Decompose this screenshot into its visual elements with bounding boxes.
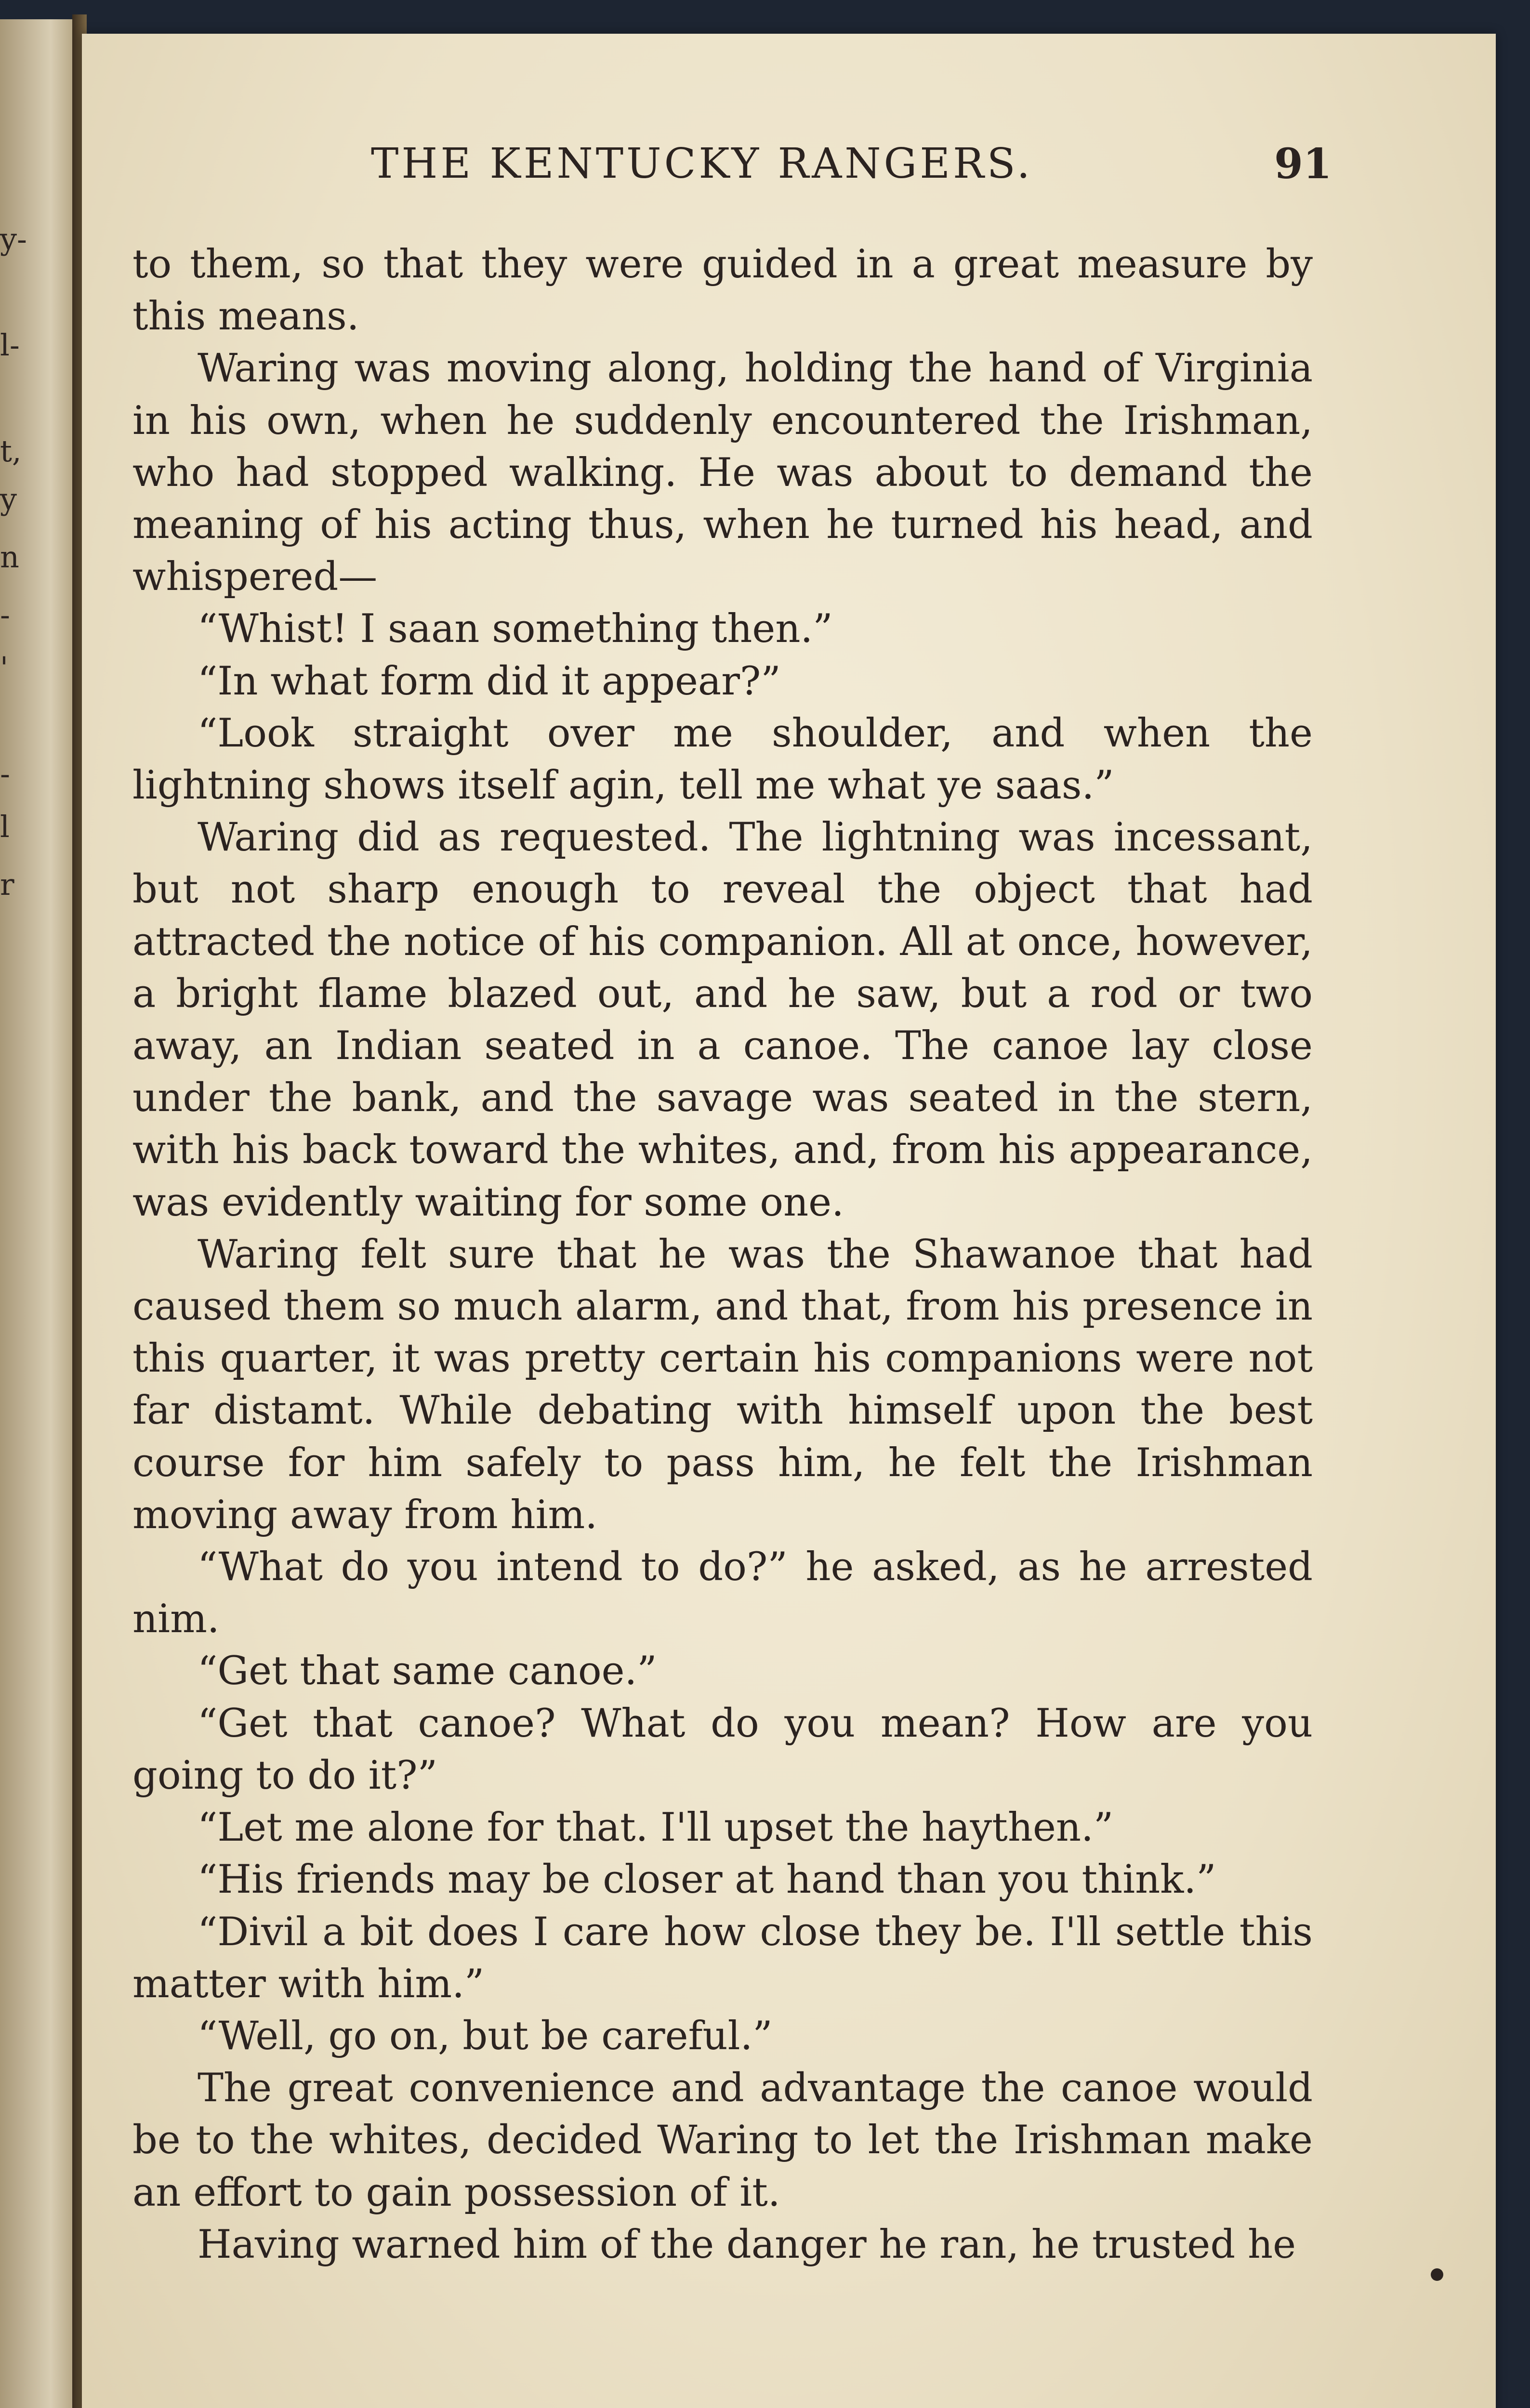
page-header xyxy=(82,140,1496,197)
ink-speck xyxy=(1431,2268,1443,2281)
paragraph: Having warned him of the danger he ran, he trusted he xyxy=(198,2222,1296,2267)
paragraph: “Let me alone for that. I'll upset the haythen.” xyxy=(198,1805,1114,1851)
edge-fragment: n xyxy=(0,539,19,575)
edge-fragment: r xyxy=(0,867,14,902)
paragraph: to them, so that they were guided in a great measure by this means. xyxy=(132,242,1313,340)
paragraph: “Get that same canoe.” xyxy=(198,1649,657,1694)
body-text xyxy=(132,238,1313,2271)
running-head: THE KENTUCKY RANGERS. xyxy=(371,140,1033,188)
edge-fragment: t, xyxy=(0,433,22,469)
paragraph: Waring felt sure that he was the Shawanoe that had caused them so much alarm, and that, from his presence in this quarter, it was pretty certain his companions were not far distamt. While debating with himself upon the best course for him safely to pass him, he felt the Irishman moving away from him. xyxy=(132,1231,1313,1538)
edge-fragment: l xyxy=(0,809,10,844)
facing-page-edge xyxy=(0,19,77,2408)
paragraph: Waring was moving along, holding the hand of Virginia in his own, when he suddenly encountered the Irishman, who had stopped walking. He was about to demand the meaning of his acting thus, when he turned his head, and whispered— xyxy=(132,346,1313,600)
page-number: 91 xyxy=(1274,140,1332,188)
paragraph: “Well, go on, but be careful.” xyxy=(198,2013,773,2059)
paragraph: “What do you intend to do?” he asked, as he arrested nim. xyxy=(132,1544,1313,1642)
paragraph: “Divil a bit does I care how close they be. I'll settle this matter with him.” xyxy=(132,1909,1313,2007)
paragraph: “Look straight over me shoulder, and when the lightning shows itself agin, tell me what ye saas.” xyxy=(132,710,1313,809)
paragraph: “Whist! I saan something then.” xyxy=(198,606,833,652)
edge-fragment: ' xyxy=(0,650,9,685)
edge-fragment: - xyxy=(0,756,10,791)
paragraph: “His friends may be closer at hand than you think.” xyxy=(198,1857,1216,1903)
edge-fragment: y xyxy=(0,482,17,517)
edge-fragment: y- xyxy=(0,222,27,257)
paragraph: The great convenience and advantage the canoe would be to the whites, decided Waring to let the Irishman make an effort to gain possession of it. xyxy=(132,2066,1313,2215)
paragraph: “Get that canoe? What do you mean? How are you going to do it?” xyxy=(132,1701,1313,1798)
paragraph: Waring did as requested. The lightning was incessant, but not sharp enough to reveal the object that had attracted the notice of his companion. All at once, however, a bright flame blazed out, and he saw, but a rod or two away, an Indian seated in a canoe. The canoe lay close under the bank, and the savage was seated in the stern, with his back toward the whites, and, from his appearance, was evidently waiting for some one. xyxy=(132,815,1313,1225)
book-page xyxy=(82,34,1496,2408)
edge-fragment: l- xyxy=(0,327,20,363)
paragraph: “In what form did it appear?” xyxy=(198,658,781,704)
edge-fragment: - xyxy=(0,597,10,632)
